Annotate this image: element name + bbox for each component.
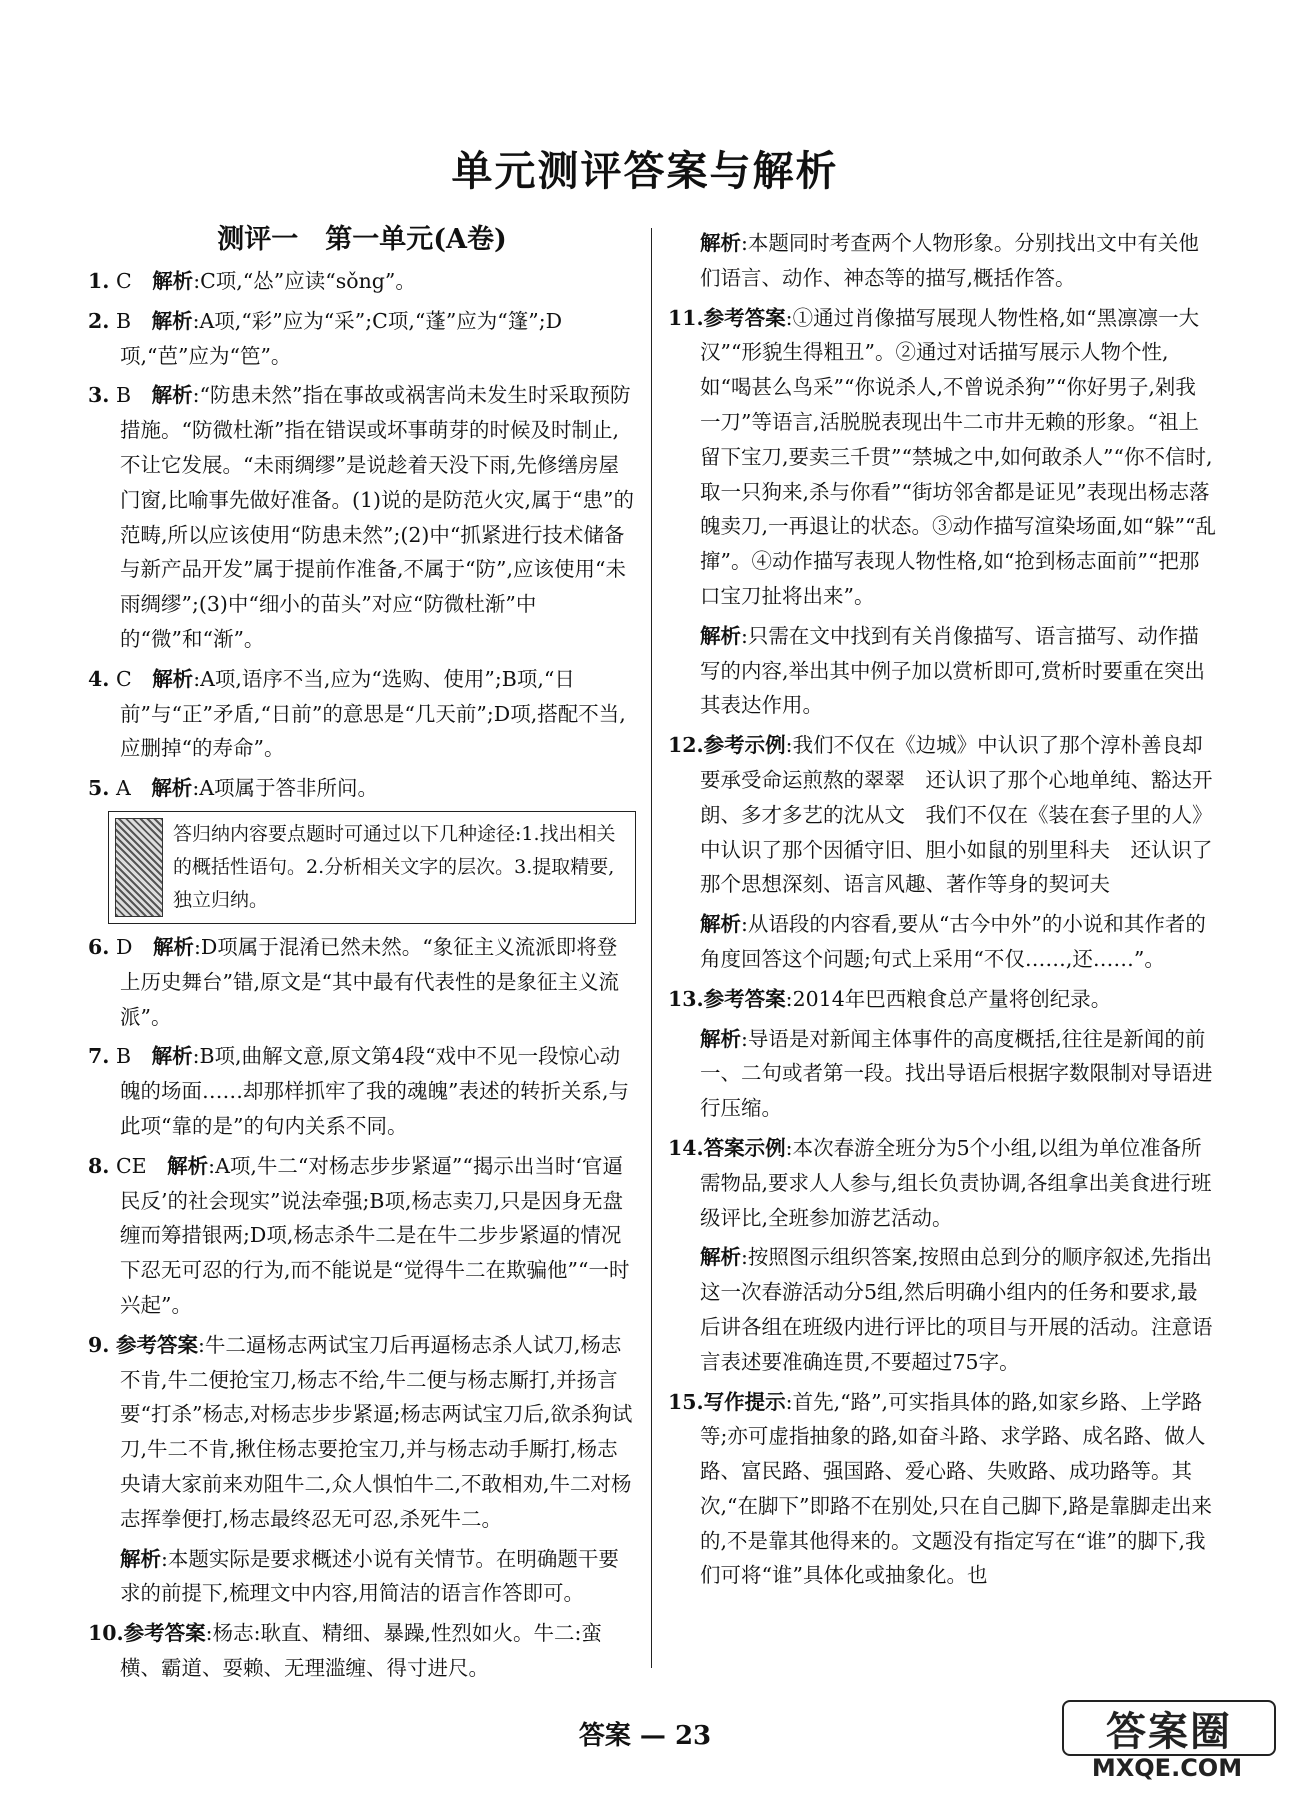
answer-item-1: 1. C 解析:C项,“怂”应读“sǒng”。 — [88, 269, 416, 293]
answer-item-15: 15.写作提示:首先,“路”,可实指具体的路,如家乡路、上学路等;亦可虚指抽象的路,如奋斗路、求学路、成名路、做人路、富民路、强国路、爱心路、失败路、成功路等。其次,“在脚下”即路不在别处,只在自己脚下,路是靠脚走出来的,不是靠其他得来的。文题没有指定写在“谁”的脚下,我们可将“谁”具体化或抽象化。也 — [668, 1389, 1213, 1588]
answer-item-4: 4. C 解析:A项,语序不当,应为“选购、使用”;B项,“日前”与“正”矛盾,“日前”的意思是“几天前”;D项,搭配不当,应删掉“的寿命”。 — [88, 666, 626, 761]
analysis-9: 解析:本题实际是要求概述小说有关情节。在明确题干要求的前提下,梳理文中内容,用简洁的语言作答即可。 — [120, 1546, 619, 1606]
answer-item-11: 11.参考答案:①通过肖像描写展现人物性格,如“黑凛凛一大汉”“形貌生得粗丑”。②通过对话描写展示人物个性,如“喝甚么鸟采”“你说杀人,不曾说杀狗”“你好男子,剁我一刀”等语言,活脱脱表现出牛二市井无赖的形象。“祖上留下宝刀,要卖三千贯”“禁城之中,如何敢杀人”“你不信时,取一只狗来,杀与你看”“街坊邻舍都是证见”表现出杨志落魄卖刀,一再退让的状态。③动作描写渲染场面,如“躲”“乱撺”。④动作描写表现人物性格,如“抢到杨志面前”“把那口宝刀扯将出来”。 — [668, 305, 1216, 608]
answer-item-2: 2. B 解析:A项,“彩”应为“采”;C项,“蓬”应为“篷”;D项,“芭”应为“笆”。 — [88, 308, 563, 368]
answer-item-14: 14.答案示例:本次春游全班分为5个小组,以组为单位准备所需物品,要求人人参与,组长负责协调,各组拿出美食进行班级评比,全班参加游艺活动。 — [668, 1135, 1212, 1230]
analysis-12: 解析:从语段的内容看,要从“古今中外”的小说和其作者的角度回答这个问题;句式上采用“不仅……,还……”。 — [700, 912, 1206, 971]
answer-item-8: 8. CE 解析:A项,牛二“对杨志步步紧逼”“揭示出当时‘官逼民反’的社会现实”说法牵强;B项,杨志卖刀,只是因身无盘缠而筹措银两;D项,杨志杀牛二是在牛二步步紧逼的情况下忍无可忍的行为,而不能说是“觉得牛二在欺骗他”“一时兴起”。 — [88, 1153, 630, 1317]
answer-item-6: 6. D 解析:D项属于混淆已然未然。“象征主义流派即将登上历史舞台”错,原文是“其中最有代表性的是象征主义流派”。 — [88, 934, 619, 1029]
watermark-url: MXQE.COM — [1091, 1754, 1243, 1782]
analysis-14: 解析:按照图示组织答案,按照由总到分的顺序叙述,先指出这一次春游活动分5组,然后明确小组内的任务和要求,最后讲各组在班级内进行评比的项目与开展的活动。注意语言表述要准确连贯,不要超过75字。 — [700, 1245, 1213, 1374]
watermark — [1062, 1700, 1272, 1782]
tip-text: 答归纳内容要点题时可通过以下几种途径:1.找出相关的概括性语句。2.分析相关文字的层次。3.提取精要,独立归纳。 — [173, 822, 616, 911]
right-column — [668, 226, 1216, 1598]
answer-item-3: 3. B 解析:“防患未然”指在事故或祸害尚未发生时采取预防措施。“防微杜渐”指在错误或坏事萌芽的时候及时制止,不让它发展。“未雨绸缪”是说趁着天没下雨,先修缮房屋门窗,比喻事先做好准备。(1)说的是防范火灾,属于“患”的范畴,所以应该使用“防患未然”;(2)中“抓紧进行技术储备与新产品开发”属于提前作准备,不属于“防”,应该使用“未雨绸缪”;(3)中“细小的苗头”对应“防微杜渐”中的“微”和“渐”。 — [88, 383, 635, 651]
answer-item-12: 12.参考示例:我们不仅在《边城》中认识了那个淳朴善良却要承受命运煎熬的翠翠 还认识了那个心地单纯、豁达开朗、多才多艺的沈从文 我们不仅在《装在套子里的人》中认识了那个因循守旧、胆小如鼠的别里科夫 还认识了那个思想深刻、语言风趣、著作等身的契诃夫 — [668, 733, 1213, 897]
analysis-13: 解析:导语是对新闻主体事件的高度概括,往往是新闻的前一、二句或者第一段。找出导语后根据字数限制对导语进行压缩。 — [700, 1026, 1213, 1121]
watermark-logo: 答案圈 — [1062, 1700, 1276, 1756]
page-footer: 答案 — 23 — [578, 1721, 712, 1751]
tip-box — [108, 811, 636, 924]
tip-pattern-icon — [115, 818, 163, 917]
answer-item-5: 5. A 解析:A项属于答非所问。 — [88, 776, 379, 801]
analysis-10: 解析:本题同时考查两个人物形象。分别找出文中有关他们语言、动作、神态等的描写,概括作答。 — [700, 231, 1199, 290]
column-divider — [651, 228, 652, 1668]
answer-item-7: 7. B 解析:B项,曲解文意,原文第4段“戏中不见一段惊心动魄的场面……却那样抓牢了我的魂魄”表述的转折关系,与此项“靠的是”的句内关系不同。 — [88, 1044, 629, 1138]
answer-item-9: 9. 参考答案:牛二逼杨志两试宝刀后再逼杨志杀人试刀,杨志不肯,牛二便抢宝刀,杨志不给,牛二便与杨志厮打,并扬言要“打杀”杨志,对杨志步步紧逼;杨志两试宝刀后,欲杀狗试刀,牛二不肯,揪住杨志要抢宝刀,并与杨志动手厮打,杨志央请大家前来劝阻牛二,众人惧怕牛二,不敢相劝,牛二对杨志挥拳便打,杨志最终忍无可忍,杀死牛二。 — [88, 1332, 633, 1531]
analysis-11: 解析:只需在文中找到有关肖像描写、语言描写、动作描写的内容,举出其中例子加以赏析即可,赏析时要重在突出其表达作用。 — [700, 623, 1206, 718]
section-title: 测评一 第一单元(A卷) — [217, 224, 507, 255]
page-title: 单元测评答案与解析 — [451, 147, 839, 195]
answer-item-10: 10.参考答案:杨志:耿直、精细、暴躁,性烈如火。牛二:蛮横、霸道、耍赖、无理滥缠、得寸进尺。 — [88, 1621, 602, 1680]
answer-item-13: 13.参考答案:2014年巴西粮食总产量将创纪录。 — [668, 986, 1112, 1011]
left-column — [88, 222, 636, 1691]
